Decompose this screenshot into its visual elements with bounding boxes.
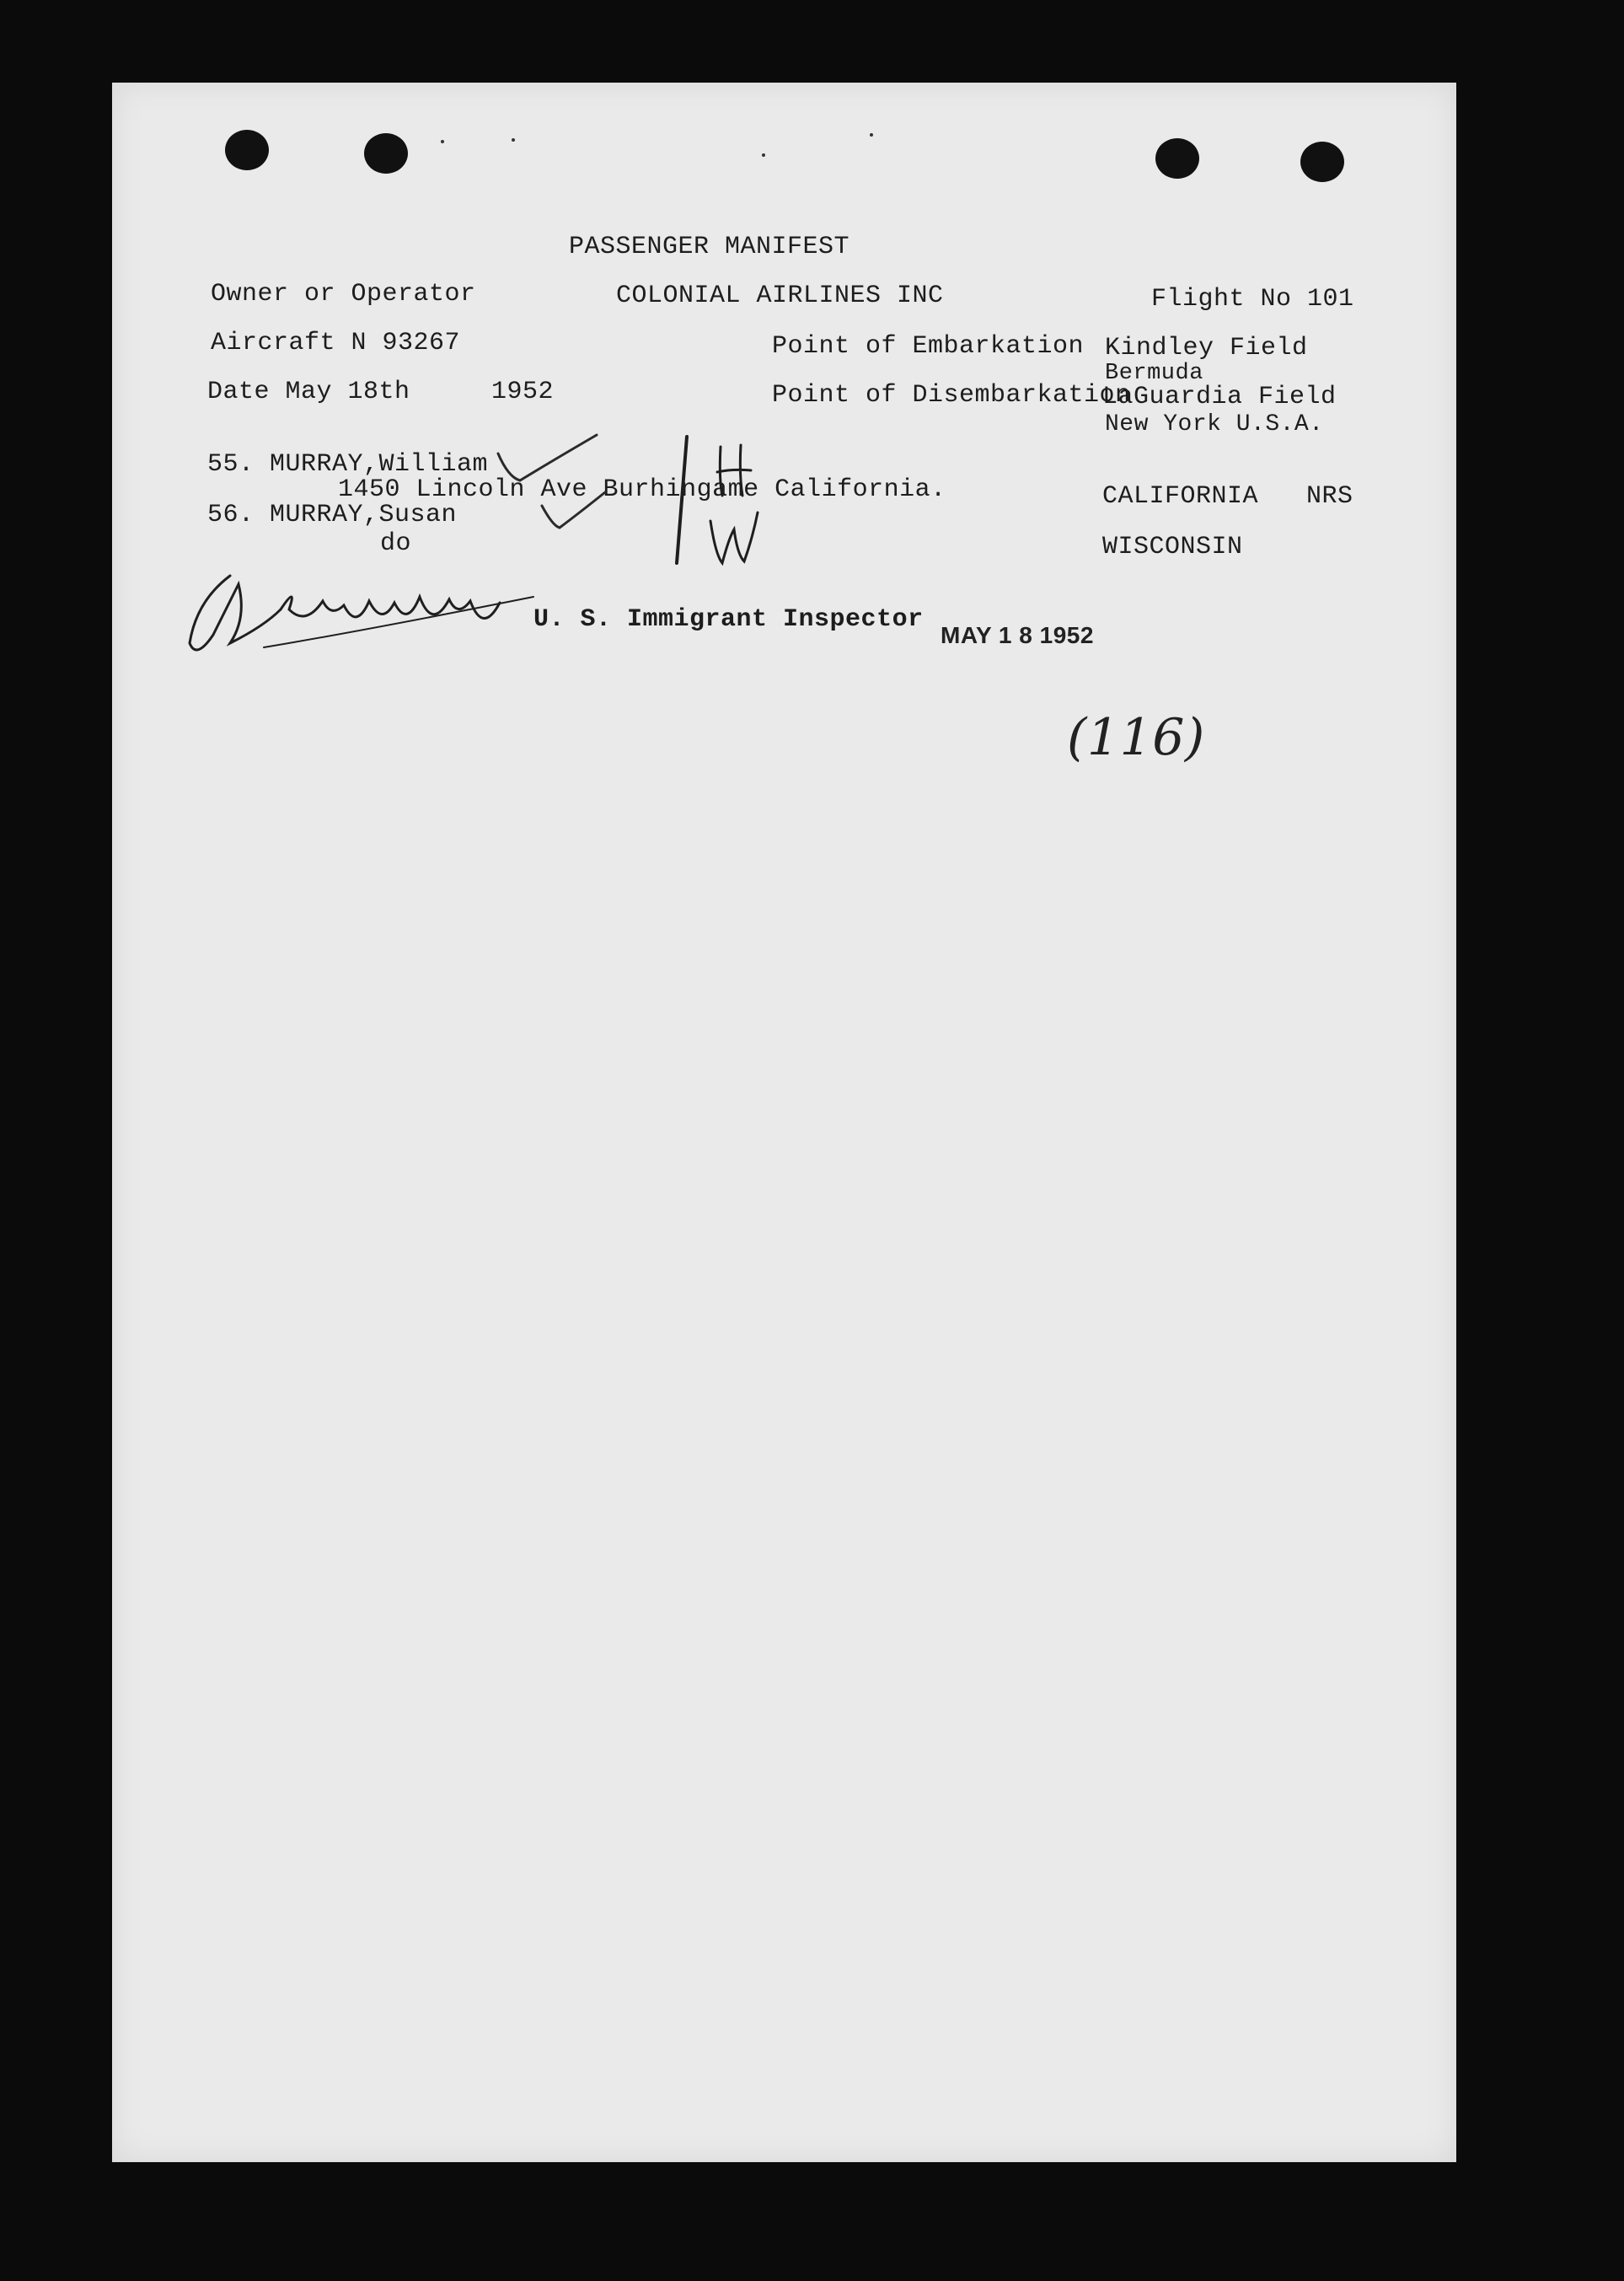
year: 1952 xyxy=(491,378,555,406)
passenger-entry: 56. MURRAY,Susan xyxy=(207,501,458,529)
passenger-state: CALIFORNIA xyxy=(1102,482,1259,511)
handwritten-number: (116) xyxy=(1067,708,1205,767)
speck xyxy=(762,153,765,157)
check-mark xyxy=(538,487,614,538)
disembarkation-value: LaGuardia Field xyxy=(1102,383,1337,411)
manifest-title: PASSENGER MANIFEST xyxy=(569,233,850,261)
embarkation-value-2: Bermuda xyxy=(1105,361,1203,386)
inspector-label: U. S. Immigrant Inspector xyxy=(533,605,924,634)
speck xyxy=(512,138,515,142)
flight-number: Flight No 101 xyxy=(1151,285,1354,314)
passenger-note: NRS xyxy=(1306,482,1353,511)
inspector-stamp-date: MAY 1 8 1952 xyxy=(941,622,1094,648)
aircraft: Aircraft N 93267 xyxy=(211,329,461,357)
manifest-page xyxy=(112,83,1456,2162)
inspector-signature xyxy=(180,550,550,677)
punch-hole xyxy=(1155,138,1199,179)
check-mark xyxy=(491,428,609,496)
owner-value: COLONIAL AIRLINES INC xyxy=(616,282,944,310)
passenger-address: 1450 Lincoln Ave Burhingame California. xyxy=(338,475,946,504)
handwritten-initials xyxy=(651,428,769,572)
disembarkation-label: Point of Disembarkation xyxy=(772,381,1131,410)
passenger-state: WISCONSIN xyxy=(1102,533,1243,561)
passenger-entry: 55. MURRAY,William xyxy=(207,450,489,479)
embarkation-value: Kindley Field xyxy=(1105,334,1308,362)
punch-hole xyxy=(364,133,408,174)
embarkation-label: Point of Embarkation xyxy=(772,332,1085,361)
passenger-address: do xyxy=(380,529,412,558)
date: Date May 18th xyxy=(207,378,410,406)
punch-hole xyxy=(1300,142,1344,182)
punch-hole xyxy=(225,130,269,170)
owner-label: Owner or Operator xyxy=(211,280,476,309)
disembarkation-value-2: New York U.S.A. xyxy=(1105,411,1324,437)
speck xyxy=(870,133,873,137)
speck xyxy=(441,140,444,143)
